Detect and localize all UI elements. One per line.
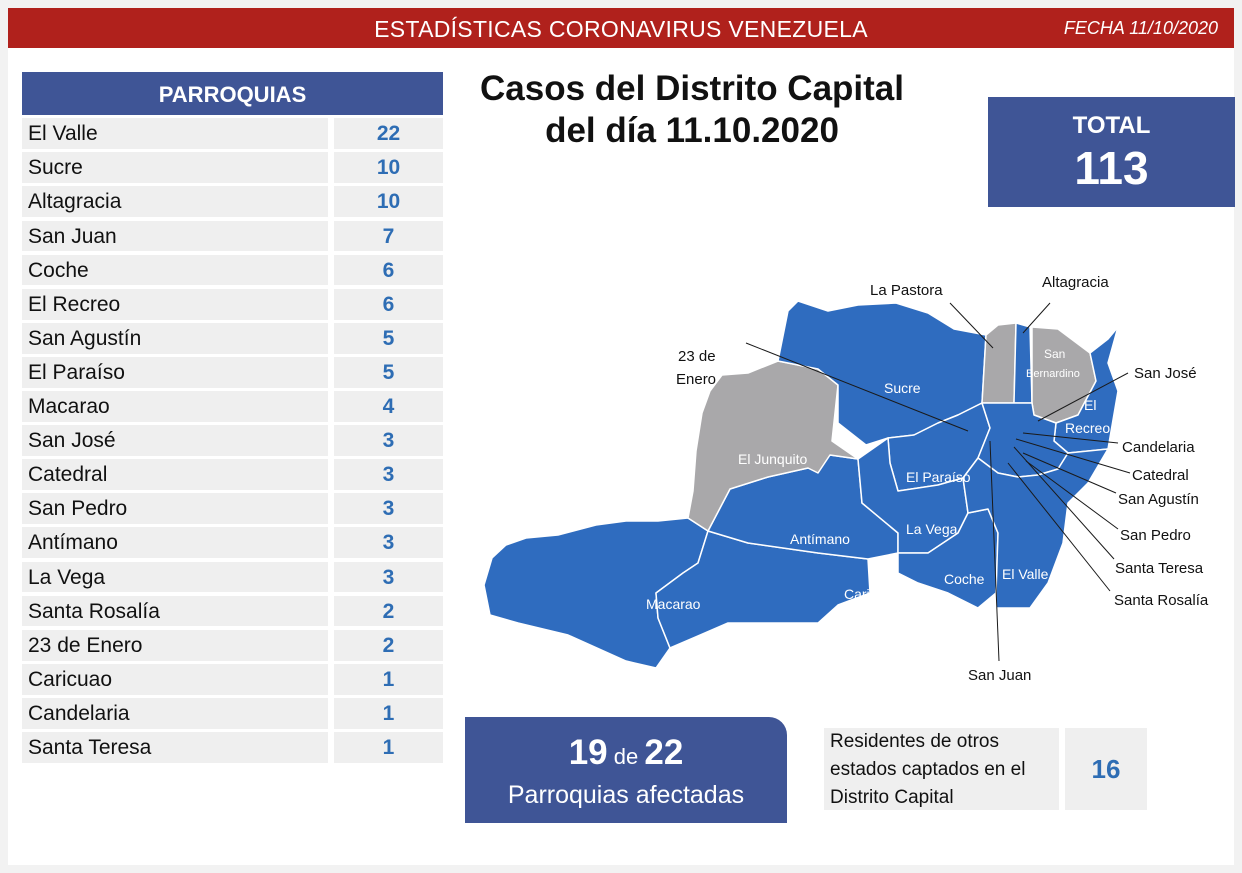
heading-line-2: del día 11.10.2020: [545, 111, 839, 150]
parroquias-table: [22, 72, 443, 763]
affected-total: 22: [644, 733, 684, 772]
parroquia-name: Sucre: [22, 152, 328, 183]
parroquia-name: San Juan: [22, 221, 328, 252]
region-altagracia: [1014, 323, 1032, 403]
table-row: [22, 664, 443, 695]
table-row: [22, 186, 443, 217]
label-el-recreo-1: El: [1084, 397, 1097, 413]
header-title: ESTADÍSTICAS CORONAVIRUS VENEZUELA: [374, 16, 868, 42]
parroquia-count: 6: [334, 289, 443, 320]
page: [8, 8, 1234, 865]
parroquia-name: Altagracia: [22, 186, 328, 217]
table-row: [22, 459, 443, 490]
parroquia-name: Santa Teresa: [22, 732, 328, 763]
parroquia-count: 3: [334, 493, 443, 524]
residents-line-3: Distrito Capital: [830, 787, 954, 808]
parroquia-name: Santa Rosalía: [22, 596, 328, 627]
map-regions: [484, 301, 1118, 668]
table-row: [22, 323, 443, 354]
label-san-jose: San José: [1134, 365, 1197, 382]
residents-line-1: Residentes de otros: [830, 731, 999, 752]
parroquia-count: 2: [334, 630, 443, 661]
parroquia-count: 3: [334, 527, 443, 558]
parroquia-count: 10: [334, 152, 443, 183]
label-san-bernardino-1: San: [1044, 347, 1066, 361]
table-row: [22, 289, 443, 320]
page-heading: [452, 68, 932, 152]
parroquia-count: 3: [334, 425, 443, 456]
label-catedral: Catedral: [1132, 467, 1189, 484]
parroquia-count: 1: [334, 664, 443, 695]
header-bar: [8, 8, 1234, 48]
label-antimano: Antímano: [790, 531, 850, 547]
affected-count: 19: [568, 733, 608, 772]
label-san-pedro: San Pedro: [1120, 527, 1191, 544]
table-row: [22, 357, 443, 388]
parroquia-count: 1: [334, 698, 443, 729]
affected-count-line: [465, 733, 787, 773]
label-sucre: Sucre: [884, 380, 921, 396]
total-value: 113: [1074, 142, 1149, 194]
label-el-junquito: El Junquito: [738, 451, 808, 467]
parroquia-count: 6: [334, 255, 443, 286]
parroquia-count: 4: [334, 391, 443, 422]
total-box: [988, 97, 1235, 207]
parroquia-name: Antímano: [22, 527, 328, 558]
heading-line-1: Casos del Distrito Capital: [480, 69, 904, 108]
table-row: [22, 596, 443, 627]
district-map: [478, 263, 1238, 693]
parroquia-count: 3: [334, 459, 443, 490]
affected-parishes-box: [465, 717, 787, 823]
table-row: [22, 493, 443, 524]
label-macarao: Macarao: [646, 596, 701, 612]
table-row: [22, 698, 443, 729]
parroquia-count: 22: [334, 118, 443, 149]
label-san-bernardino-2: Bernardino: [1026, 368, 1080, 380]
table-row: [22, 391, 443, 422]
label-el-recreo-2: Recreo: [1065, 420, 1111, 436]
parroquia-name: Caricuao: [22, 664, 328, 695]
parroquia-count: 10: [334, 186, 443, 217]
parroquia-name: El Recreo: [22, 289, 328, 320]
header-date: FECHA 11/10/2020: [1063, 18, 1218, 38]
label-altagracia: Altagracia: [1042, 274, 1109, 291]
table-row: [22, 152, 443, 183]
table-row: [22, 255, 443, 286]
table-row: [22, 732, 443, 763]
label-el-valle: El Valle: [1002, 566, 1049, 582]
label-23-enero-1: 23 de: [678, 348, 716, 365]
region-la-pastora: [982, 323, 1016, 403]
parroquia-name: Coche: [22, 255, 328, 286]
parroquia-name: Candelaria: [22, 698, 328, 729]
parroquia-count: 3: [334, 562, 443, 593]
parroquia-name: La Vega: [22, 562, 328, 593]
residents-label-box: [824, 728, 1059, 810]
parroquia-name: 23 de Enero: [22, 630, 328, 661]
parroquia-name: San Agustín: [22, 323, 328, 354]
parroquia-count: 5: [334, 357, 443, 388]
parroquia-count: 7: [334, 221, 443, 252]
label-san-agustin: San Agustín: [1118, 491, 1199, 508]
parroquia-name: Macarao: [22, 391, 328, 422]
table-header: PARROQUIAS: [22, 72, 443, 115]
parroquia-name: San José: [22, 425, 328, 456]
parroquia-name: El Paraíso: [22, 357, 328, 388]
residents-value: 16: [1065, 728, 1147, 810]
parroquia-name: Catedral: [22, 459, 328, 490]
label-23-enero-2: Enero: [676, 371, 717, 388]
affected-word: de: [613, 744, 639, 769]
table-row: [22, 221, 443, 252]
table-row: [22, 118, 443, 149]
parroquia-name: El Valle: [22, 118, 328, 149]
label-el-paraiso: El Paraíso: [906, 469, 971, 485]
table-row: [22, 527, 443, 558]
parroquia-name: San Pedro: [22, 493, 328, 524]
label-candelaria: Candelaria: [1122, 439, 1195, 456]
affected-label: Parroquias afectadas: [507, 781, 745, 809]
residents-line-2: estados captados en el: [830, 759, 1026, 780]
parroquia-count: 5: [334, 323, 443, 354]
label-san-juan: San Juan: [968, 667, 1032, 684]
table-row: [22, 630, 443, 661]
table-row: [22, 562, 443, 593]
label-coche: Coche: [944, 571, 985, 587]
label-la-pastora: La Pastora: [870, 282, 943, 299]
parroquia-count: 1: [334, 732, 443, 763]
label-santa-teresa: Santa Teresa: [1115, 560, 1204, 577]
label-la-vega: La Vega: [906, 521, 958, 537]
label-caricuao: Caricuao: [844, 586, 901, 602]
parroquia-count: 2: [334, 596, 443, 627]
total-label: TOTAL: [1072, 112, 1151, 139]
label-santa-rosalia: Santa Rosalía: [1114, 592, 1209, 609]
table-row: [22, 425, 443, 456]
